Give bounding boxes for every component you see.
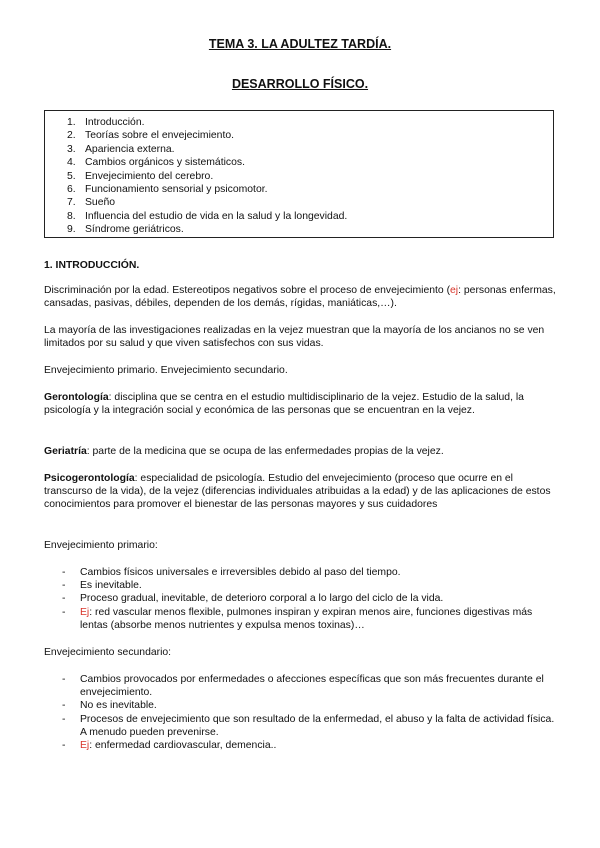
definition-text: : especialidad de psicología. Estudio del envejecimiento (proceso que ocurre en el transcurso de la vida), de la vejez (diferencias individuales atribuidas a la edad) y de las aplicaciones de estos conocimientos para promover el bienestar de las personas mayores y sus cuidadores bbox=[44, 473, 551, 511]
paragraph-research: La mayoría de las investigaciones realizadas en la vejez muestran que la mayoría de los ancianos no se ven limitados por su salud y que viven satisfechos con sus vidas. bbox=[44, 325, 545, 350]
paragraph-text: Discriminación por la edad. Estereotipos negativos sobre el proceso de envejecimiento ( bbox=[44, 285, 451, 296]
toc-label: Síndrome geriátricos. bbox=[85, 224, 184, 236]
toc-number: 7. bbox=[67, 197, 76, 209]
toc-label: Sueño bbox=[85, 197, 116, 209]
toc-label: Cambios orgánicos y sistemáticos. bbox=[85, 157, 245, 169]
toc-item bbox=[67, 156, 347, 169]
list-item-text: : red vascular menos flexible, pulmones inspiran y expiran menos aire, funciones digestivas más lentas (absorbe menos nutrientes y expulsa menos toxinas)… bbox=[80, 606, 533, 631]
list-label-primario: Envejecimiento primario: bbox=[44, 540, 158, 551]
toc-item bbox=[67, 196, 347, 209]
list-item bbox=[62, 606, 556, 632]
term: Gerontología bbox=[44, 392, 109, 403]
toc-label: Influencia del estudio de vida en la salud y la longevidad. bbox=[85, 210, 348, 222]
toc-item bbox=[67, 143, 347, 156]
section-heading: 1. INTRODUCCIÓN. bbox=[44, 260, 140, 271]
list-secundario bbox=[62, 673, 556, 752]
list-item: - No es inevitable. bbox=[62, 699, 556, 712]
toc-label: Apariencia externa. bbox=[85, 143, 175, 155]
toc-label: Introducción. bbox=[85, 117, 145, 128]
section-title: DESARROLLO FÍSICO. bbox=[231, 77, 369, 91]
definition-text: : disciplina que se centra en el estudio multidisciplinario de la vejez. Estudio de la salud, la psicología y la integración social y económica de las personas que se encuentran en la vejez. bbox=[44, 392, 524, 417]
toc-item bbox=[67, 170, 347, 183]
list-item bbox=[62, 739, 556, 752]
example-marker: ej bbox=[450, 285, 459, 296]
toc-label: Teorías sobre el envejecimiento. bbox=[85, 130, 235, 142]
example-marker: Ej bbox=[80, 606, 90, 618]
document-title: TEMA 3. LA ADULTEZ TARDÍA. bbox=[208, 37, 392, 51]
toc-label: Funcionamiento sensorial y psicomotor. bbox=[85, 184, 268, 196]
paragraph-discrimination bbox=[44, 284, 556, 310]
toc-number: 8. bbox=[67, 210, 76, 222]
toc-item bbox=[67, 183, 347, 196]
example-marker: Ej bbox=[80, 740, 90, 752]
term: Geriatría bbox=[44, 446, 87, 457]
definition-gerontologia bbox=[44, 391, 556, 417]
paragraph-text: : personas enfermas, cansadas, pasivas, débiles, dependen de los demás, rígidas, maniáticas,…). bbox=[44, 285, 556, 310]
list-item: - Procesos de envejecimiento que son resultado de la enfermedad, el abuso y la falta de actividad física. A menudo pueden prevenirse. bbox=[62, 713, 556, 739]
toc-number: 3. bbox=[67, 143, 76, 155]
list-item: - Proceso gradual, inevitable, de deterioro corporal a lo largo del ciclo de la vida. bbox=[62, 592, 556, 605]
list-label-secundario: Envejecimiento secundario: bbox=[44, 647, 172, 658]
toc-item bbox=[67, 210, 347, 223]
toc-item bbox=[67, 223, 347, 236]
toc-number: 4. bbox=[67, 157, 76, 169]
list-item: - Cambios provocados por enfermedades o afecciones específicas que son más frecuentes durante el envejecimiento. bbox=[62, 673, 556, 699]
paragraph-types: Envejecimiento primario. Envejecimiento secundario. bbox=[44, 365, 288, 376]
toc-number: 1. bbox=[67, 117, 76, 128]
toc-number: 5. bbox=[67, 170, 76, 182]
toc-label: Envejecimiento del cerebro. bbox=[85, 170, 214, 182]
toc-number: 9. bbox=[67, 224, 76, 236]
list-item: - Es inevitable. bbox=[62, 579, 556, 592]
definition-psicogerontologia bbox=[44, 472, 556, 512]
list-item-text: : enfermedad cardiovascular, demencia.. bbox=[89, 740, 277, 752]
toc-item bbox=[67, 116, 347, 129]
definition-text: : parte de la medicina que se ocupa de las enfermedades propias de la vejez. bbox=[86, 446, 444, 457]
table-of-contents bbox=[44, 110, 554, 238]
toc-number: 6. bbox=[67, 184, 76, 196]
term: Psicogerontología bbox=[44, 473, 135, 484]
list-item: - Cambios físicos universales e irreversibles debido al paso del tiempo. bbox=[62, 566, 556, 579]
toc-number: 2. bbox=[67, 130, 76, 142]
toc-item bbox=[67, 129, 347, 142]
definition-geriatria bbox=[44, 445, 556, 458]
list-primario bbox=[62, 566, 556, 632]
